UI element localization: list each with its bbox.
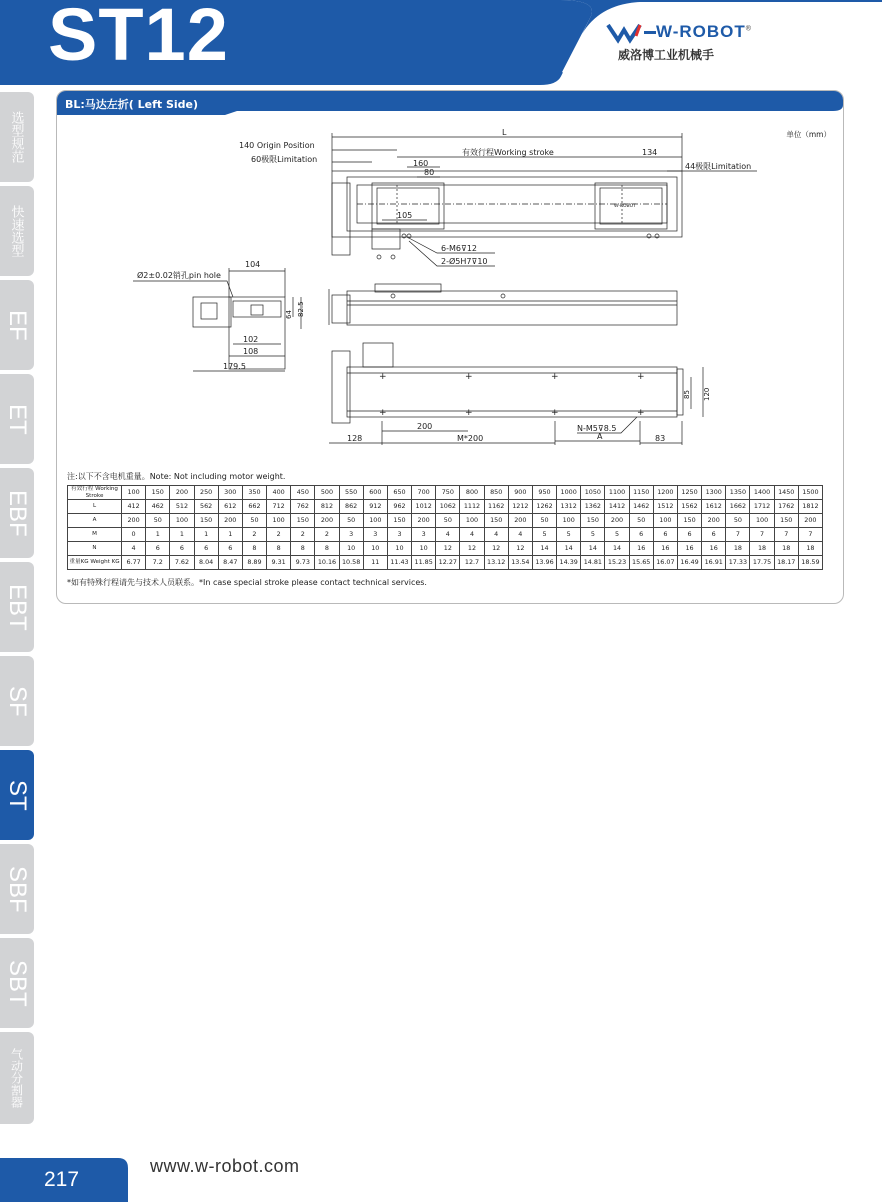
sidebar-item-quick-select[interactable] [0,186,34,276]
table-cell: 4 [508,528,532,542]
table-cell: 1250 [677,486,701,500]
table-cell: 4 [460,528,484,542]
table-row [68,514,823,528]
carriage-logo-text: W-ROBOT [614,204,636,209]
table-cell: 200 [170,486,194,500]
table-cell: 1 [170,528,194,542]
table-cell: 6 [194,542,218,556]
table-cell: 250 [194,486,218,500]
table-cell: 1062 [436,500,460,514]
dim-120: 120 [703,387,711,401]
table-note-top: 注:以下不含电机重量。Note: Not including motor weight. [67,472,286,481]
table-cell: 150 [387,514,411,528]
table-cell: 2 [267,528,291,542]
table-cell: 18 [798,542,822,556]
table-cell: 1500 [798,486,822,500]
table-cell: 5 [557,528,581,542]
dim-64: 64 [285,310,293,319]
table-cell: 500 [315,486,339,500]
table-cell: 7.62 [170,556,194,570]
table-cell: 10 [387,542,411,556]
table-cell: 1 [194,528,218,542]
end-plate [229,297,285,369]
table-cell: 6 [702,528,726,542]
table-cell: 50 [532,514,556,528]
sidebar-item-et[interactable] [0,374,34,464]
table-cell: 3 [387,528,411,542]
table-cell: 1412 [605,500,629,514]
leader-line [133,281,233,297]
table-cell: 950 [532,486,556,500]
table-cell: 962 [387,500,411,514]
table-row [68,486,823,500]
brand-mark-icon [606,22,656,44]
table-cell: 200 [412,514,436,528]
table-cell: 8 [315,542,339,556]
table-cell: 15.65 [629,556,653,570]
table-cell: 14 [557,542,581,556]
table-cell: 12 [460,542,484,556]
sidebar-item-label: ET [4,403,31,435]
table-cell: 100 [750,514,774,528]
table-cell: 100 [122,486,146,500]
table-cell: 150 [194,514,218,528]
sidebar-item-st[interactable] [0,750,34,840]
tap-hole-mark: + [551,408,559,418]
table-cell: 512 [170,500,194,514]
table-cell: 16.49 [677,556,701,570]
dim-A: A [597,432,603,441]
table-cell: 1050 [581,486,605,500]
table-cell: 1312 [557,500,581,514]
table-cell: 12.7 [460,556,484,570]
tap-hole-mark: + [637,372,645,382]
sidebar-item-label: EF [4,309,31,341]
table-cell: 912 [363,500,387,514]
table-cell: 14.81 [581,556,605,570]
table-cell: 7.2 [146,556,170,570]
table-cell: 8 [291,542,315,556]
table-cell: 2 [291,528,315,542]
unit-label: 单位（mm） [786,130,831,139]
table-cell: 412 [122,500,146,514]
table-cell: 200 [508,514,532,528]
dim-134: 134 [642,148,658,157]
dim-108: 108 [243,347,259,356]
table-cell: 1762 [774,500,798,514]
end-plate-slot [251,305,263,315]
sidebar-item-label: SF [4,685,31,717]
tap-hole-mark: + [551,372,559,382]
table-cell: 100 [363,514,387,528]
sidebar-item-label: SBT [4,959,31,1007]
dim-limit60: 60极限Limitation [251,155,318,164]
table-cell: 14 [581,542,605,556]
sidebar-item-sf[interactable] [0,656,34,746]
motor-bracket [372,229,400,249]
table-cell: 17.75 [750,556,774,570]
table-cell: 1562 [677,500,701,514]
dim-stroke: 有效行程Working stroke [462,148,554,157]
table-cell: 150 [146,486,170,500]
mounting-hole [655,234,659,238]
table-cell: 650 [387,486,411,500]
table-cell: 200 [605,514,629,528]
table-cell: 850 [484,486,508,500]
table-cell: 14.39 [557,556,581,570]
table-cell: 4 [484,528,508,542]
table-cell: 1 [146,528,170,542]
table-cell: 5 [532,528,556,542]
dim-L: L [502,128,507,137]
table-cell: 12.27 [436,556,460,570]
table-cell: 5 [605,528,629,542]
table-cell: 11 [363,556,387,570]
table-cell: 16 [677,542,701,556]
table-cell: 16.91 [702,556,726,570]
table-cell: 9.73 [291,556,315,570]
row-header: 有效行程 Working Stroke [68,486,122,500]
table-cell: 550 [339,486,363,500]
table-cell: 12 [436,542,460,556]
table-cell: 100 [267,514,291,528]
table-cell: 1212 [508,500,532,514]
sidebar-item-sbf[interactable] [0,844,34,934]
bottom-view-motor [363,343,393,367]
table-cell: 16.07 [653,556,677,570]
bolt-head [391,255,395,259]
table-cell: 1512 [653,500,677,514]
table-cell: 18.17 [774,556,798,570]
table-cell: 15.23 [605,556,629,570]
table-cell: 8.89 [242,556,266,570]
table-cell: 4 [122,542,146,556]
table-cell: 7 [798,528,822,542]
table-cell: 7 [750,528,774,542]
panel-title: BL:马达左折( Left Side) [65,98,199,111]
callout-pin: 2-Ø5H7⊽10 [441,257,488,266]
drawing-panel [56,90,844,604]
brand-logo [604,22,764,66]
motor-end [193,297,231,327]
table-cell: 400 [267,486,291,500]
carriage-left [372,183,444,229]
table-cell: 100 [460,514,484,528]
table-cell: 6 [677,528,701,542]
page-title: ST12 [48,0,229,76]
row-header: N [68,542,122,556]
dim-1795: 179.5 [223,362,246,371]
bolt-head [501,294,505,298]
table-cell: 9.31 [267,556,291,570]
row-header: L [68,500,122,514]
table-cell: 1 [218,528,242,542]
table-cell: 6.77 [122,556,146,570]
bolt-head [377,255,381,259]
top-view [239,128,757,266]
brand-name [656,22,752,42]
table-cell: 18 [750,542,774,556]
table-cell: 6 [170,542,194,556]
tap-hole-mark: + [379,372,387,382]
sidebar-item-label: EBF [4,489,31,537]
table-cell: 14 [605,542,629,556]
table-cell: 300 [218,486,242,500]
table-cell: 0 [122,528,146,542]
table-cell: 6 [146,542,170,556]
callout-m5: N-M5⊽8.5 [577,424,617,433]
table-cell: 100 [653,514,677,528]
table-cell: 50 [339,514,363,528]
table-cell: 712 [267,500,291,514]
table-cell: 11.85 [412,556,436,570]
sidebar-item-selection-spec[interactable] [0,92,34,182]
footer-url[interactable]: www.w-robot.com [150,1156,300,1176]
spec-table [67,485,823,570]
table-cell: 662 [242,500,266,514]
table-cell: 450 [291,486,315,500]
table-cell: 10 [339,542,363,556]
table-cell: 2 [315,528,339,542]
table-cell: 8 [267,542,291,556]
table-cell: 150 [291,514,315,528]
table-cell: 16 [653,542,677,556]
table-cell: 50 [436,514,460,528]
side-view-body [347,291,677,325]
dim-105: 105 [397,211,413,220]
motor-end-inner [201,303,217,319]
sidebar-item-sbt[interactable] [0,938,34,1028]
table-cell: 612 [218,500,242,514]
table-cell: 1162 [484,500,508,514]
page-header [0,0,882,86]
technical-drawing [57,91,843,471]
table-cell: 6 [629,528,653,542]
table-cell: 3 [412,528,436,542]
table-cell: 3 [363,528,387,542]
tap-hole-mark: + [465,372,473,382]
table-row [68,528,823,542]
sidebar-item-label: 选型规范 [9,111,25,163]
table-cell: 1300 [702,486,726,500]
dim-128: 128 [347,434,363,443]
table-cell: 13.96 [532,556,556,570]
table-cell: 200 [315,514,339,528]
table-cell: 50 [629,514,653,528]
tap-hole-mark: + [637,408,645,418]
table-cell: 18 [726,542,750,556]
table-cell: 350 [242,486,266,500]
callout-pinhole: Ø2±0.02销孔pin hole [137,271,221,280]
table-cell: 200 [702,514,726,528]
table-cell: 5 [581,528,605,542]
dim-80: 80 [424,168,435,177]
sidebar-item-label: SBF [4,865,31,913]
table-row [68,500,823,514]
sidebar-item-ebt[interactable] [0,562,34,652]
table-cell: 1362 [581,500,605,514]
row-header: 重量KG Weight KG [68,556,122,570]
table-cell: 600 [363,486,387,500]
table-cell: 10 [412,542,436,556]
table-row [68,556,823,570]
table-cell: 812 [315,500,339,514]
table-cell: 1100 [605,486,629,500]
table-cell: 1262 [532,500,556,514]
table-cell: 8 [242,542,266,556]
end-plate-carriage [233,301,281,317]
row-header: M [68,528,122,542]
table-cell: 1712 [750,500,774,514]
table-cell: 1150 [629,486,653,500]
dim-83: 83 [655,434,666,443]
table-cell: 7 [726,528,750,542]
sidebar-item-pneumatic-indexer[interactable] [0,1032,34,1124]
table-cell: 18 [774,542,798,556]
table-cell: 462 [146,500,170,514]
bottom-view [329,343,711,445]
table-cell: 13.54 [508,556,532,570]
dim-origin: 140 Origin Position [239,141,315,150]
side-view [329,284,677,325]
table-cell: 10.16 [315,556,339,570]
table-cell: 200 [798,514,822,528]
table-cell: 18.59 [798,556,822,570]
table-cell: 16 [629,542,653,556]
tap-hole-mark: + [379,408,387,418]
sidebar-item-label: 快速选型 [9,205,25,257]
table-cell: 11.43 [387,556,411,570]
tap-hole-mark: + [465,408,473,418]
table-cell: 14 [532,542,556,556]
row-header: A [68,514,122,528]
table-cell: 762 [291,500,315,514]
table-cell: 10 [363,542,387,556]
table-cell: 8.04 [194,556,218,570]
table-cell: 750 [436,486,460,500]
table-cell: 1012 [412,500,436,514]
sidebar-item-ebf[interactable] [0,468,34,558]
table-cell: 50 [726,514,750,528]
table-cell: 12 [484,542,508,556]
table-cell: 3 [339,528,363,542]
mounting-hole [647,234,651,238]
table-cell: 1350 [726,486,750,500]
table-cell: 1812 [798,500,822,514]
dim-200: 200 [417,422,433,431]
dim-limit44: 44极限Limitation [685,162,752,171]
table-cell: 7 [774,528,798,542]
table-cell: 100 [557,514,581,528]
table-cell: 1450 [774,486,798,500]
brand-chinese-name: 威洛博工业机械手 [618,48,715,62]
sidebar-item-label: ST [4,779,31,811]
table-cell: 8.47 [218,556,242,570]
dim-85: 85 [683,390,691,399]
dim-104: 104 [245,260,261,269]
table-cell: 1662 [726,500,750,514]
table-cell: 150 [581,514,605,528]
table-note-bottom: *如有特殊行程请先与技术人员联系。*In case special stroke please contact technical services. [67,578,427,587]
table-cell: 10.58 [339,556,363,570]
table-cell: 800 [460,486,484,500]
table-cell: 1400 [750,486,774,500]
table-cell: 200 [122,514,146,528]
table-cell: 100 [170,514,194,528]
table-cell: 200 [218,514,242,528]
table-cell: 1200 [653,486,677,500]
table-cell: 13.12 [484,556,508,570]
table-cell: 150 [677,514,701,528]
table-cell: 17.33 [726,556,750,570]
table-cell: 1000 [557,486,581,500]
table-cell: 16 [702,542,726,556]
table-cell: 150 [484,514,508,528]
table-cell: 50 [242,514,266,528]
sidebar-item-ef[interactable] [0,280,34,370]
table-cell: 150 [774,514,798,528]
dim-102: 102 [243,335,259,344]
bolt-head [391,294,395,298]
sidebar-item-label: 气动分割器 [9,1048,24,1108]
table-cell: 862 [339,500,363,514]
mounting-hole [402,234,406,238]
table-cell: 6 [218,542,242,556]
table-cell: 1112 [460,500,484,514]
table-cell: 6 [653,528,677,542]
dim-160: 160 [413,159,429,168]
table-cell: 700 [412,486,436,500]
sidebar-item-label: EBT [4,583,31,631]
table-cell: 1612 [702,500,726,514]
table-row [68,542,823,556]
table-cell: 50 [146,514,170,528]
brand-name-text: W-ROBOT [656,22,746,41]
table-cell: 900 [508,486,532,500]
dim-825: 82.5 [297,301,305,317]
table-cell: 4 [436,528,460,542]
callout-m6: 6-M6⊽12 [441,244,478,253]
end-view [133,260,305,371]
table-cell: 1462 [629,500,653,514]
page-number: 217 [44,1168,80,1191]
spec-table-body [68,486,823,570]
table-cell: 562 [194,500,218,514]
brand-registered: ® [745,25,752,33]
dim-m200: M*200 [457,434,484,443]
bottom-view-body [347,367,677,417]
table-cell: 12 [508,542,532,556]
table-cell: 2 [242,528,266,542]
